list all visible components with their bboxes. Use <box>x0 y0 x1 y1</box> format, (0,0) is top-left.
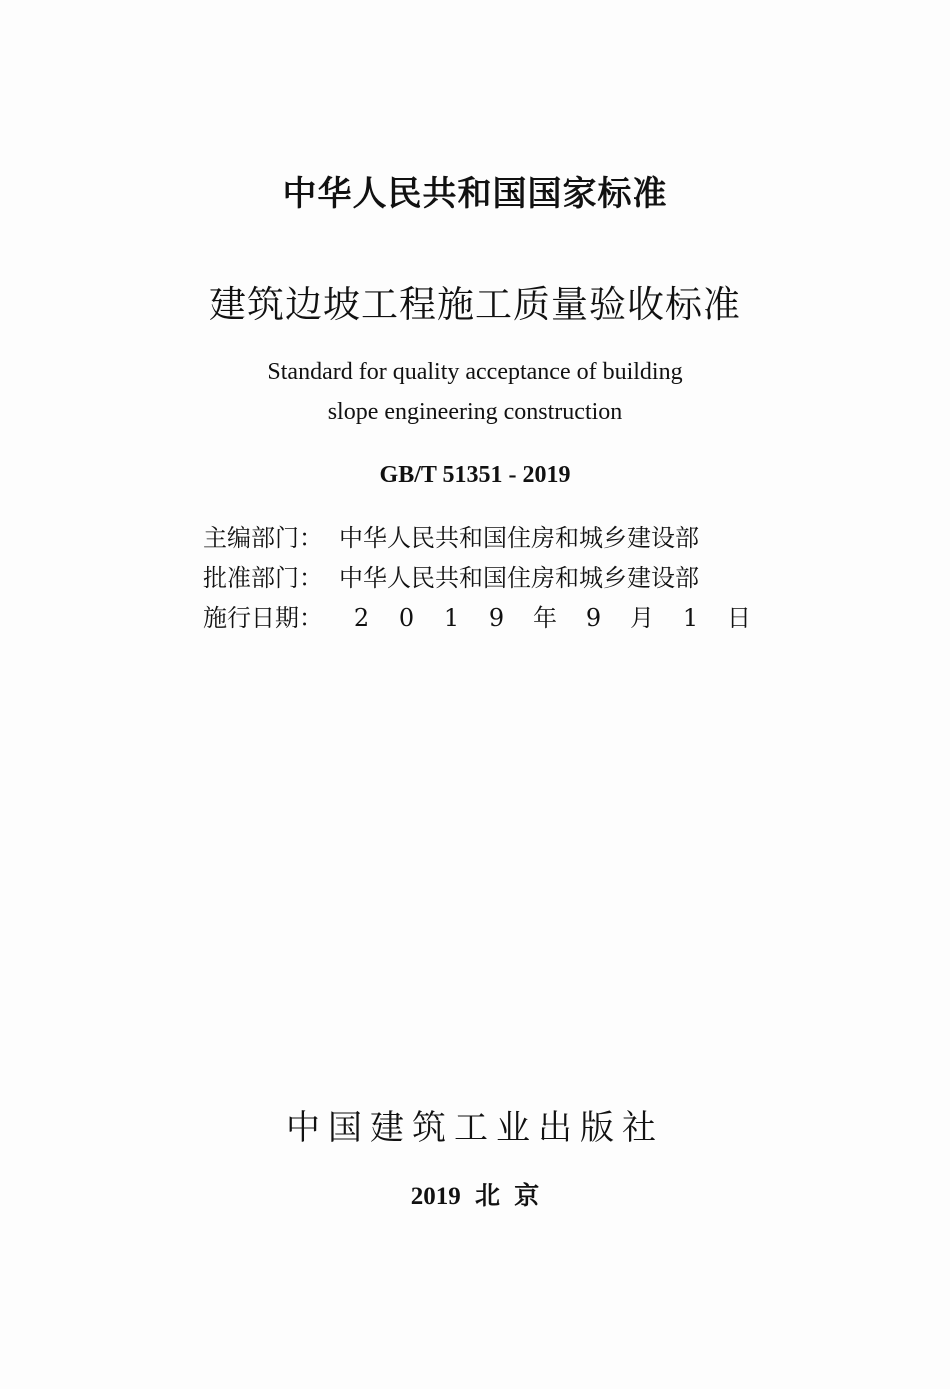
english-title-line-2: slope engineering construction <box>327 399 623 425</box>
main-title: 建筑边坡工程施工质量验收标准 <box>209 283 741 326</box>
date-digit: 0 <box>398 604 415 632</box>
date-digit: 2 <box>353 604 370 632</box>
date-digit: 1 <box>682 604 699 632</box>
effective-date <box>339 603 765 633</box>
effective-date-row <box>203 603 765 633</box>
standard-code: GB/T 51351 - 2019 <box>379 462 571 488</box>
date-unit-year: 年 <box>533 604 557 632</box>
editor-department-row <box>203 523 699 553</box>
approver-value: 中华人民共和国住房和城乡建设部 <box>339 564 699 592</box>
approver-label: 批准部门： <box>203 564 323 592</box>
series-title: 中华人民共和国国家标准 <box>282 174 668 214</box>
editor-value: 中华人民共和国住房和城乡建设部 <box>339 524 699 552</box>
date-unit-day: 日 <box>727 604 751 632</box>
publisher-name: 中国建筑工业出版社 <box>286 1108 664 1148</box>
date-label: 施行日期： <box>203 604 323 632</box>
publication-year-place: 2019 北 京 <box>410 1183 540 1210</box>
date-unit-month: 月 <box>630 604 654 632</box>
approver-department-row <box>203 563 699 593</box>
date-digit: 9 <box>585 604 602 632</box>
date-digit: 1 <box>443 604 460 632</box>
english-title <box>0 352 950 432</box>
english-title-line-1: Standard for quality acceptance of building <box>267 359 683 385</box>
date-digit: 9 <box>488 604 505 632</box>
editor-label: 主编部门： <box>203 524 323 552</box>
